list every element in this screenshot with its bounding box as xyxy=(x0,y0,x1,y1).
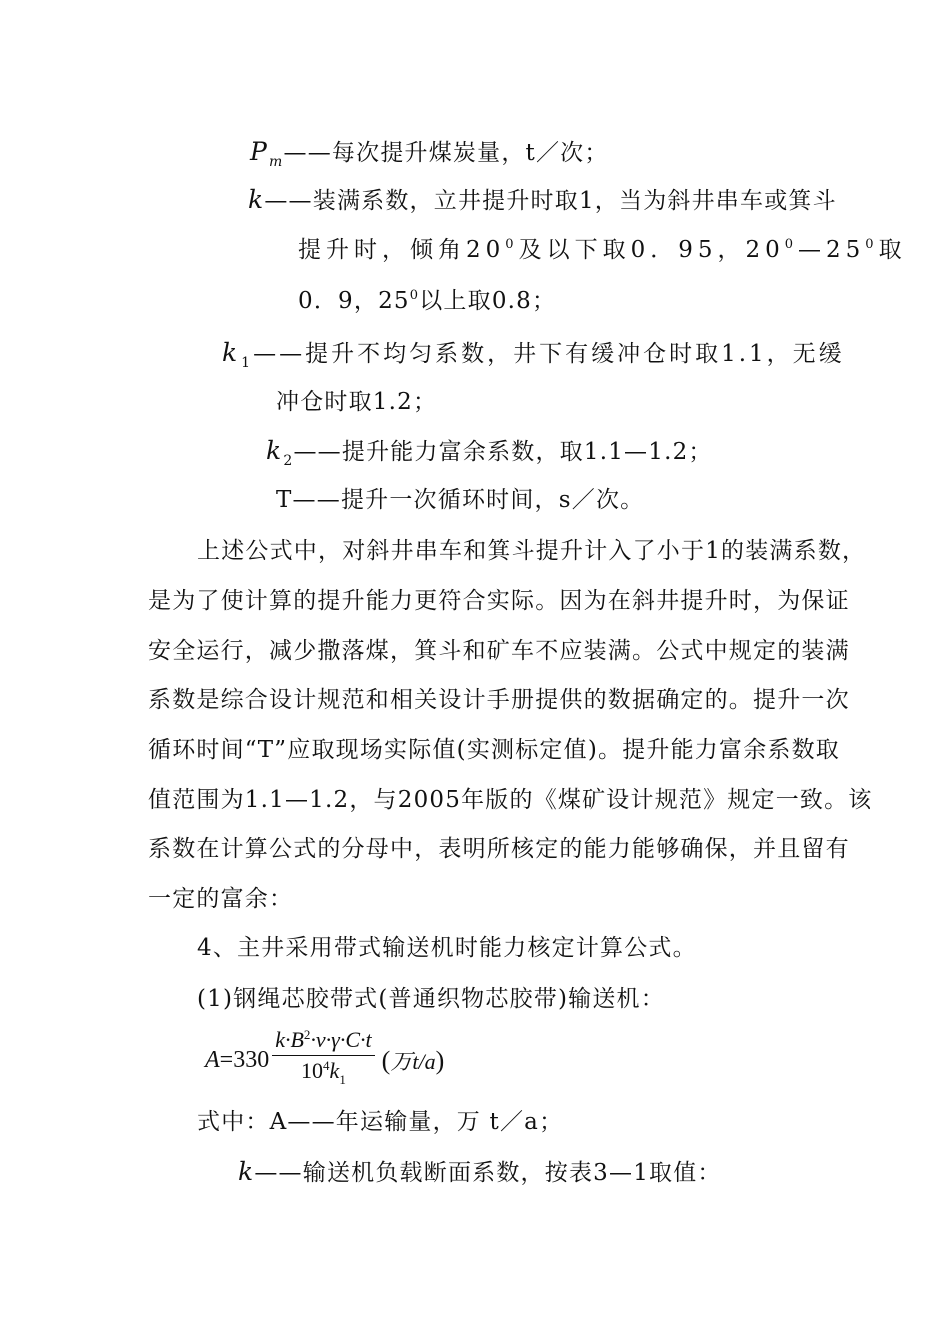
definition-k-line2 xyxy=(298,236,907,264)
paragraph-line-4: 系数是综合设计规范和相关设计手册提供的数据确定的。提升一次 xyxy=(148,687,850,713)
unit-paren: ) xyxy=(435,1045,445,1075)
formula-lhs: A xyxy=(205,1046,220,1073)
paragraph-line-2: 是为了使计算的提升能力更符合实际。因为在斜井提升时，为保证 xyxy=(148,588,850,614)
formula-unit xyxy=(382,1045,445,1076)
definition-k-text1: ——装满系数，立井提升时取1，当为斜井串车或箕斗 xyxy=(264,188,837,214)
definition-k1-text2: 冲仓时取1.2； xyxy=(276,389,438,415)
definition-k-load-text: ——输送机负载断面系数，按表3—1取值： xyxy=(254,1160,722,1186)
where-line: 式中：A——年运输量，万 t／a； xyxy=(197,1109,564,1135)
text-fragment: 取 xyxy=(878,237,907,263)
numerator-part: ·v·γ·C·t xyxy=(310,1027,372,1052)
degree-mark: 0 xyxy=(409,288,420,303)
definition-pm-text: ——每次提升煤炭量，t／次； xyxy=(283,140,609,166)
text-fragment: 0．9，25 xyxy=(298,288,410,314)
definition-k1-text: ——提升不均匀系数，井下有缓冲仓时取1.1，无缓 xyxy=(253,341,845,367)
definition-t-text: T——提升一次循环时间，s／次。 xyxy=(276,487,645,513)
definition-k2-text: ——提升能力富余系数，取1.1—1.2； xyxy=(293,439,713,465)
paragraph-line-1: 上述公式中，对斜井串车和箕斗提升计入了小于1的装满系数， xyxy=(197,538,867,564)
paragraph-line-7: 系数在计算公式的分母中，表明所核定的能力能够确保，并且留有 xyxy=(148,836,850,862)
definition-k2 xyxy=(266,437,713,475)
subscript-1: 1 xyxy=(241,355,254,371)
definition-k-line1 xyxy=(248,186,837,215)
degree-mark: 0 xyxy=(505,237,519,252)
definition-pm xyxy=(250,138,609,176)
denominator-part: k xyxy=(329,1058,340,1083)
denominator-part: 10 xyxy=(301,1058,324,1083)
unit-wan: 万 xyxy=(390,1049,413,1075)
paragraph-line-8: 一定的富余： xyxy=(148,886,294,912)
symbol-p: P xyxy=(250,137,269,166)
definition-k-line3 xyxy=(298,287,556,315)
definition-k1-line1 xyxy=(222,339,845,377)
unit-rest: t/a xyxy=(412,1048,436,1074)
subscript-m: m xyxy=(269,154,284,170)
section-heading-4: 4、主井采用带式输送机时能力核定计算公式。 xyxy=(197,935,697,961)
subsection-heading-1: (1)钢绳芯胶带式(普通织物芯胶带)输送机： xyxy=(197,986,665,1012)
symbol-k: k xyxy=(248,185,265,214)
denominator-subscript: 1 xyxy=(339,1072,346,1087)
symbol-k-load: k xyxy=(238,1157,255,1186)
text-fragment: 以上取0.8； xyxy=(419,288,557,314)
numerator-part: k·B xyxy=(275,1027,304,1052)
text-fragment: 及以下取0．95，20 xyxy=(518,237,785,263)
paragraph-line-5: 循环时间“T”应取现场实际值(实测标定值)。提升能力富余系数取 xyxy=(148,737,841,763)
formula-numerator xyxy=(272,1027,374,1056)
subscript-2: 2 xyxy=(283,453,294,469)
paragraph-line-3: 安全运行，减少撒落煤，箕斗和矿车不应装满。公式中规定的装满 xyxy=(148,638,850,664)
denominator-exponent: 4 xyxy=(323,1058,330,1073)
definition-k-load xyxy=(238,1158,722,1187)
numerator-exponent: 2 xyxy=(303,1027,311,1042)
formula-denominator xyxy=(301,1056,346,1093)
formula-coefficient: =330 xyxy=(219,1046,270,1073)
paragraph-line-6: 值范围为1.1—1.2，与2005年版的《煤矿设计规范》规定一致。该 xyxy=(148,787,873,813)
capacity-formula xyxy=(205,1027,445,1090)
unit-paren: ( xyxy=(381,1045,391,1075)
symbol-k1: k xyxy=(222,338,241,367)
text-fragment: —25 xyxy=(798,237,866,263)
degree-mark: 0 xyxy=(865,237,879,252)
degree-mark: 0 xyxy=(784,237,799,252)
symbol-k2: k xyxy=(266,436,283,465)
formula-fraction xyxy=(272,1027,374,1093)
definition-k1-line2 xyxy=(276,388,437,416)
definition-t xyxy=(276,486,644,514)
text-fragment: 提升时，倾角20 xyxy=(298,237,506,263)
